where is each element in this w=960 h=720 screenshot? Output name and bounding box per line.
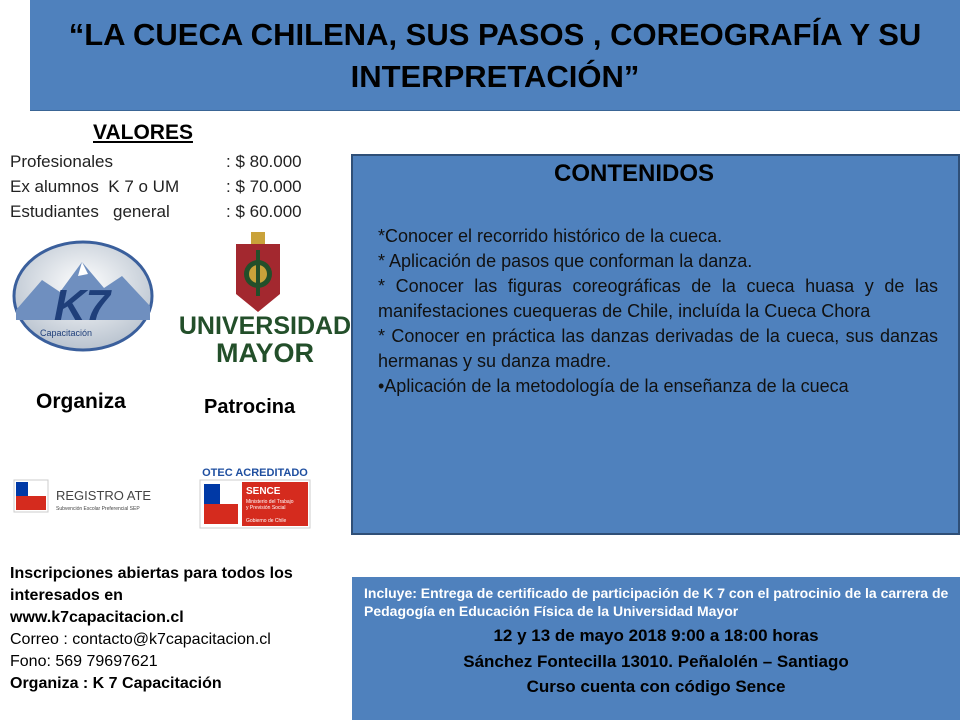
price-value: : $ 80.000 <box>226 152 302 171</box>
page-title <box>30 14 960 98</box>
inscripciones-text: Inscripciones abiertas para todos los interesados en <box>10 565 293 604</box>
info-box <box>352 577 960 720</box>
sence-sub-3: Gobierno de Chile <box>246 518 287 524</box>
fono-text: Fono: 569 79697621 <box>10 653 158 670</box>
title-line-2: INTERPRETACIÓN” <box>350 59 640 94</box>
price-value: : $ 70.000 <box>226 177 302 196</box>
title-line-1: “LA CUECA CHILENA, SUS PASOS , COREOGRAFÍA Y SU <box>68 17 922 52</box>
price-label: Estudiantes general <box>10 202 170 221</box>
price-label: Profesionales <box>10 152 114 171</box>
contenidos-title: CONTENIDOS <box>553 160 714 187</box>
incluye-text: Incluye: Entrega de certificado de participación de K 7 con el patrocinio de la carrera de Pedagogía en Educación Física de la Universidad Mayor <box>364 585 949 619</box>
k7-text: K7 <box>53 281 111 330</box>
organiza-label: Organiza <box>36 390 126 413</box>
price-row-exalumnos <box>10 177 320 199</box>
registro-ate-logo <box>14 476 174 516</box>
registro-text: REGISTRO ATE <box>56 488 152 503</box>
inscripciones-block <box>10 563 340 695</box>
universidad-mayor-logo <box>178 232 352 370</box>
contenido-item: * Conocer en práctica las danzas derivadas de la cueca, sus danzas hermanas y su danza madre. <box>378 326 938 371</box>
contenidos-list <box>378 224 938 399</box>
contenido-item: * Conocer las figuras coreográficas de la cueca huasa y de las manifestaciones cuequeras de Chile, incluída la Cueca Chora <box>378 276 938 321</box>
header-banner <box>30 0 960 111</box>
sence-sub-1: Ministerio del Trabajo <box>246 499 294 505</box>
website-link[interactable]: www.k7capacitacion.cl <box>10 609 184 626</box>
registro-subtitle: Subvención Escolar Preferencial SEP <box>56 506 140 512</box>
patrocina-label: Patrocina <box>204 396 296 418</box>
correo-text[interactable]: Correo : contacto@k7capacitacion.cl <box>10 631 271 648</box>
otec-sence-logo <box>200 466 310 528</box>
sence-sub-2: y Previsión Social <box>246 505 286 511</box>
lugar-text: Sánchez Fontecilla 13010. Peñalolén – Santiago <box>463 652 849 671</box>
um-name-line2: MAYOR <box>215 338 315 368</box>
sence-text: SENCE <box>246 486 281 497</box>
k7-capacitacion-logo <box>12 240 154 352</box>
contenido-item: * Aplicación de pasos que conforman la danza. <box>378 251 753 271</box>
price-row-profesionales <box>10 152 320 174</box>
price-label: Ex alumnos K 7 o UM <box>10 177 180 196</box>
k7-subtitle: Capacitación <box>39 328 93 338</box>
price-value: : $ 60.000 <box>226 202 302 221</box>
otec-text: OTEC ACREDITADO <box>202 467 308 479</box>
sence-code-text: Curso cuenta con código Sence <box>526 677 786 696</box>
price-row-estudiantes <box>10 202 320 224</box>
organiza-footer: Organiza : K 7 Capacitación <box>10 675 222 692</box>
um-name-line1: UNIVERSIDAD <box>178 312 352 340</box>
contenido-item: •Aplicación de la metodología de la enseñanza de la cueca <box>378 376 849 396</box>
fecha-text: 12 y 13 de mayo 2018 9:00 a 18:00 horas <box>493 626 819 645</box>
valores-heading: VALORES <box>93 121 193 144</box>
contenido-item: *Conocer el recorrido histórico de la cueca. <box>378 226 723 246</box>
contenidos-box <box>351 154 960 535</box>
